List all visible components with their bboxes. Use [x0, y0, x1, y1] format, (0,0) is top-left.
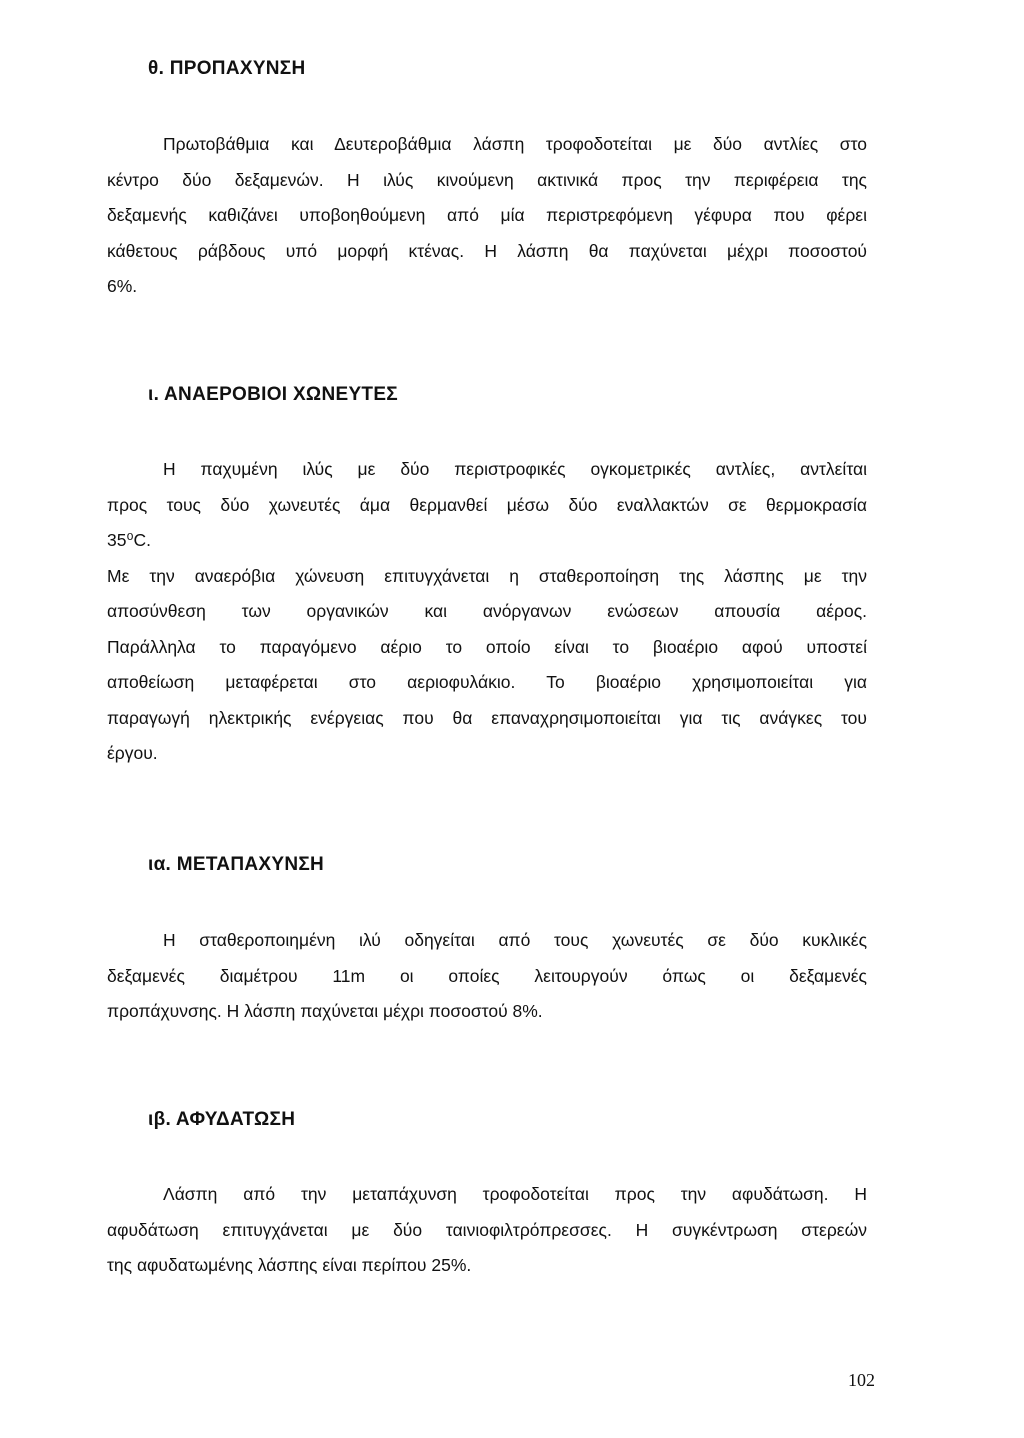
paragraph-line: Παράλληλα το παραγόμενο αέριο το οποίο είναι το βιοαέριο αφού υποστεί	[107, 636, 867, 657]
paragraph-dewatering	[107, 1177, 867, 1284]
paragraph-line: Πρωτοβάθμια και Δευτεροβάθμια λάσπη τροφοδοτείται με δύο αντλίες στο	[163, 134, 867, 154]
paragraph-line: αποθείωση μεταφέρεται στο αεριοφυλάκιο. Το βιοαέριο χρησιμοποιείται για	[107, 672, 867, 692]
paragraph-line: Με την αναερόβια χώνευση επιτυγχάνεται η σταθεροποίηση της λάσπης με την	[107, 565, 867, 586]
paragraph-line: παραγωγή ηλεκτρικής ενέργειας που θα επαναχρησιμοποιείται για τις ανάγκες του	[107, 707, 867, 728]
paragraph-line: Η παχυμένη ιλύς με δύο περιστροφικές ογκομετρικές αντλίες, αντλείται	[163, 459, 867, 479]
paragraph-line: αφυδάτωση επιτυγχάνεται με δύο ταινιοφιλτρόπρεσσες. Η συγκέντρωση στερεών	[107, 1219, 867, 1240]
paragraph-anaerobic-digesters	[107, 452, 867, 772]
paragraph-line: κέντρο δύο δεξαμενών. Η ιλύς κινούμενη ακτινικά προς την περιφέρεια της	[107, 169, 867, 190]
paragraph-line: αποσύνθεση των οργανικών και ανόργανων ενώσεων απουσία αέρος.	[107, 601, 867, 621]
section-heading-dewatering: ιβ. ΑΦΥΔΑΤΩΣΗ	[148, 1109, 296, 1130]
section-heading-anaerobic-digesters: ι. ΑΝΑΕΡΟΒΙΟΙ ΧΩΝΕΥΤΕΣ	[148, 384, 399, 405]
paragraph-line: Λάσπη από την μεταπάχυνση τροφοδοτείται προς την αφυδάτωση. Η	[163, 1184, 867, 1204]
section-heading-post-thickening: ια. ΜΕΤΑΠΑΧΥΝΣΗ	[148, 854, 325, 875]
paragraph-line: προπάχυνσης. Η λάσπη παχύνεται μέχρι ποσοστού 8%.	[107, 1001, 543, 1021]
paragraph-line: κάθετους ράβδους υπό μορφή κτένας. Η λάσπη θα παχύνεται μέχρι ποσοστού	[107, 240, 867, 261]
paragraph-line: της αφυδατωμένης λάσπης είναι περίπου 25%.	[107, 1255, 472, 1275]
paragraph-line: 35⁰C.	[107, 530, 151, 550]
page-number: 102	[848, 1370, 875, 1390]
paragraph-line: 6%.	[107, 276, 138, 296]
paragraph-prepachynsi	[107, 127, 867, 305]
paragraph-line: δεξαμενής καθιζάνει υποβοηθούμενη από μία περιστρεφόμενη γέφυρα που φέρει	[107, 205, 867, 225]
paragraph-line: έργου.	[107, 743, 158, 763]
section-heading-prepachynsi: θ. ΠΡΟΠΑΧΥΝΣΗ	[148, 58, 306, 79]
paragraph-line: προς τους δύο χωνευτές άμα θερμανθεί μέσω δύο εναλλακτών σε θερμοκρασία	[107, 494, 867, 515]
paragraph-post-thickening	[107, 923, 867, 1030]
paragraph-line: Η σταθεροποιημένη ιλύ οδηγείται από τους χωνευτές σε δύο κυκλικές	[163, 930, 867, 950]
paragraph-line: δεξαμενές διαμέτρου 11m οι οποίες λειτουργούν όπως οι δεξαμενές	[107, 965, 867, 986]
